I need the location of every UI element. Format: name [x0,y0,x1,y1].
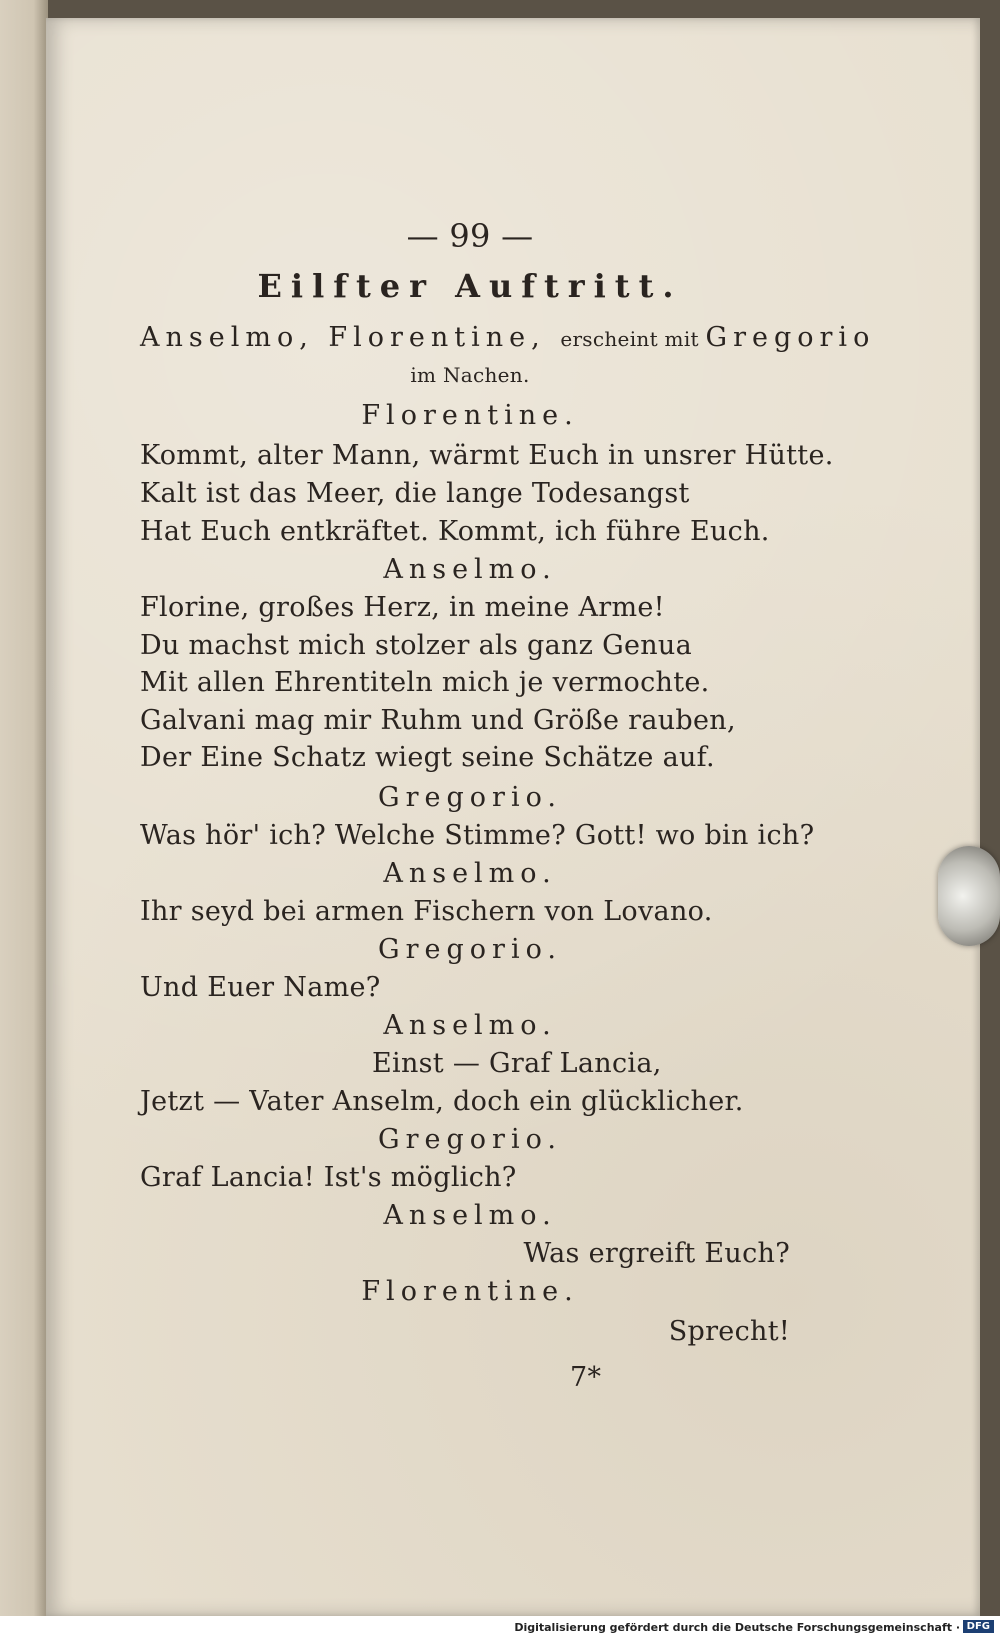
stage-direction-names: Anselmo, Florentine, [140,322,561,353]
speaker: Anselmo. [383,1200,557,1231]
speaker: Anselmo. [383,858,557,889]
speaker: Gregorio. [378,1124,562,1155]
page-clip-tab [938,846,1000,946]
page-number: — 99 — [406,217,534,255]
verse-line: Du machst mich stolzer als ganz Genua [140,630,693,661]
left-page-edge [0,0,48,1638]
verse-line: Jetzt — Vater Anselm, doch ein glücklicher. [140,1086,744,1117]
speaker: Anselmo. [383,554,557,585]
verse-line: Galvani mag mir Ruhm und Größe rauben, [140,705,736,736]
verse-line: Hat Euch entkräftet. Kommt, ich führe Euch. [140,516,770,547]
scene-heading: Eilfter Auftritt. [257,267,683,305]
verse-line: Florine, großes Herz, in meine Arme! [140,592,665,623]
verse-line-indented: Einst — Graf Lancia, [372,1048,662,1079]
verse-line: Was hör' ich? Welche Stimme? Gott! wo bin ich? [140,820,815,851]
verse-line: Mit allen Ehrentiteln mich je vermochte. [140,667,710,698]
verse-line-right: Was ergreift Euch? [523,1238,790,1269]
speaker: Florentine. [361,1276,579,1307]
verse-line-right: Sprecht! [668,1316,790,1347]
stage-direction [140,320,876,356]
verse-line: Kalt ist das Meer, die lange Todesangst [140,478,690,509]
stage-direction-gregorio: Gregorio [705,322,876,353]
speaker: Florentine. [361,400,579,431]
verse-line: Der Eine Schatz wiegt seine Schätze auf. [140,742,715,773]
footer-credit: Digitalisierung gefördert durch die Deutsche Forschungsgemeinschaft · [514,1621,960,1634]
dfg-logo: DFG [963,1620,994,1633]
verse-line: Graf Lancia! Ist's möglich? [140,1162,517,1193]
signature-mark: 7* [570,1362,602,1393]
stage-direction-line2: im Nachen. [410,363,530,387]
speaker: Gregorio. [378,934,562,965]
book-page [46,18,980,1616]
verse-line: Und Euer Name? [140,972,381,1003]
verse-line: Ihr seyd bei armen Fischern von Lovano. [140,896,713,927]
stage-direction-verb: erscheint mit [560,327,706,351]
verse-line: Kommt, alter Mann, wärmt Euch in unsrer Hütte. [140,440,834,471]
speaker: Anselmo. [383,1010,557,1041]
speaker: Gregorio. [378,782,562,813]
